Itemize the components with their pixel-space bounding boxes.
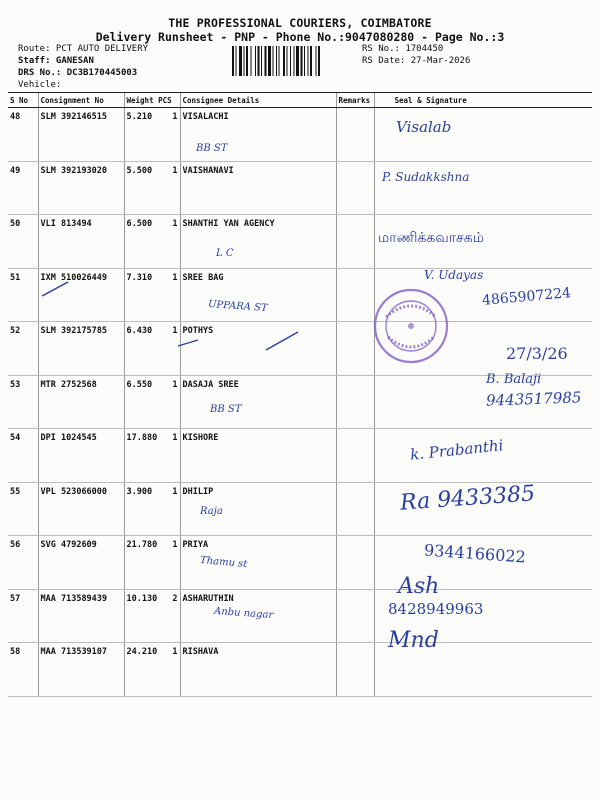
cell-consignment: DPI 1024545 [38,429,124,483]
table-header-row [8,93,592,108]
pcs-value: 1 [172,165,178,176]
handwritten-note: BB ST [196,143,228,154]
col-weight: Weight [126,95,154,105]
vehicle-label: Vehicle: [18,80,62,90]
cell-sno: 49 [8,161,38,215]
cell-weight [124,108,180,162]
cell-consignee: DHILIP [180,482,336,536]
runsheet-subtitle: Delivery Runsheet - PNP - Phone No.:9047080280 - Page No.:3 [95,30,505,44]
cell-remarks [336,268,374,322]
cell-sno: 48 [8,108,38,162]
cell-sno: 50 [8,215,38,269]
signature: 9443517985 [485,388,582,410]
check-mark-icon [38,278,74,300]
cell-consignee: SHANTHI YAN AGENCY [180,215,336,269]
handwritten-note: BB ST [210,404,242,415]
check-mark-icon [262,328,302,354]
table-row [8,161,592,215]
weight-value: 5.210 [126,112,153,122]
document-title: THE PROFESSIONAL COURIERS, COIMBATORE [168,16,432,30]
cell-sno: 53 [8,375,38,429]
pcs-value: 1 [172,326,178,336]
drs-number: DRS No.: DC3B170445003 [18,68,138,78]
cell-remarks [336,589,374,643]
handwritten-note: Anbu nagar [213,605,274,622]
cell-remarks [336,429,374,483]
cell-weight [124,161,180,215]
pcs-value: 2 [172,593,178,604]
signature: V. Udayas [424,268,484,282]
signature: Ra 9433385 [399,481,536,516]
cell-remarks [336,536,374,590]
handwritten-note: Thamu st [199,554,248,571]
rs-date: RS Date: 27-Mar-2026 [362,56,471,66]
cell-remarks [336,482,374,536]
cell-weight [124,482,180,536]
col-consignment: Consignment No [38,93,124,108]
signature: Visalab [396,118,452,136]
cell-consignee: ASHARUTHIN [180,589,336,643]
staff-label: Staff: GANESAN [18,56,94,66]
signature: 4865907224 [481,285,572,309]
cell-consignee: RISHAVA [180,643,336,697]
cell-consignment: IXM 510026449 [38,268,124,322]
col-sno: S No [8,93,38,108]
cell-consignee: PRIYA [180,536,336,590]
signature: 8428949963 [388,600,484,618]
handwritten-note: UPPARA ST [207,298,268,315]
cell-weight [124,536,180,590]
signature: மாணிக்கவாசகம் [378,230,484,246]
rs-number: RS No.: 1704450 [362,44,444,54]
seal-stamp [372,287,450,365]
cell-consignment: MTR 2752568 [38,375,124,429]
pcs-value: 1 [172,272,178,283]
table-row [8,589,592,643]
cell-weight [124,215,180,269]
signature: k. Prabanthi [409,436,505,464]
cell-sno: 54 [8,429,38,483]
cell-consignment: SLM 392175785 [38,322,124,376]
cell-weight [124,322,180,376]
weight-value: 7.310 [126,272,153,283]
weight-value: 3.900 [126,486,153,497]
weight-value: 17.880 [126,433,158,443]
cell-weight [124,429,180,483]
cell-weight [124,268,180,322]
pcs-value: 1 [172,379,178,390]
pcs-value: 1 [172,112,178,122]
barcode-image [232,46,356,76]
cell-consignee: SREE BAG [180,268,336,322]
signature: Ash [398,574,440,599]
cell-sno: 57 [8,589,38,643]
col-weight-pcs [124,93,180,108]
handwritten-note: Raja [200,506,223,517]
cell-consignee: DASAJA SREE [180,375,336,429]
weight-value: 6.550 [126,379,153,390]
weight-value: 5.500 [126,165,153,176]
pcs-value: 1 [172,540,178,550]
weight-value: 10.130 [126,593,158,604]
weight-value: 6.430 [126,326,153,336]
cell-sno: 52 [8,322,38,376]
pcs-value: 1 [172,647,178,657]
col-seal: Seal & Signature [374,93,592,108]
cell-weight [124,643,180,697]
weight-value: 21.780 [126,540,158,550]
weight-value: 24.210 [126,647,158,657]
cell-consignment: SLM 392193020 [38,161,124,215]
cell-consignment: MAA 713589439 [38,589,124,643]
cell-consignment: SLM 392146515 [38,108,124,162]
signature: 9344166022 [423,540,527,567]
table-row [8,643,592,697]
table-row [8,429,592,483]
col-consignee: Consignee Details [180,93,336,108]
cell-remarks [336,375,374,429]
cell-remarks [336,322,374,376]
check-mark-icon [176,334,202,348]
pcs-value: 1 [172,486,178,497]
cell-consignee: KISHORE [180,429,336,483]
cell-consignment: VPL 523066000 [38,482,124,536]
cell-sno: 56 [8,536,38,590]
pcs-value: 1 [172,433,178,443]
cell-sno: 51 [8,268,38,322]
cell-remarks [336,215,374,269]
table-row [8,108,592,162]
cell-consignment: VLI 813494 [38,215,124,269]
weight-value: 6.500 [126,219,153,229]
pcs-value: 1 [172,219,178,229]
signature: 27/3/26 [506,344,568,363]
signature: B. Balaji [486,372,542,387]
col-pcs: PCS [158,95,172,105]
cell-consignment: SVG 4792609 [38,536,124,590]
cell-consignee: POTHYS [180,322,336,376]
cell-remarks [336,161,374,215]
table-row [8,215,592,269]
cell-consignee: VISALACHI [180,108,336,162]
cell-weight [124,375,180,429]
signature: P. Sudakkshna [382,170,470,184]
cell-sno: 55 [8,482,38,536]
cell-weight [124,589,180,643]
cell-consignment: MAA 713539107 [38,643,124,697]
cell-remarks [336,108,374,162]
route-label: Route: PCT AUTO DELIVERY [18,44,149,54]
cell-consignee: VAISHANAVI [180,161,336,215]
cell-sno: 58 [8,643,38,697]
signature: Mnd [388,628,439,653]
col-remarks: Remarks [336,93,374,108]
handwritten-note: L C [216,248,234,259]
cell-remarks [336,643,374,697]
